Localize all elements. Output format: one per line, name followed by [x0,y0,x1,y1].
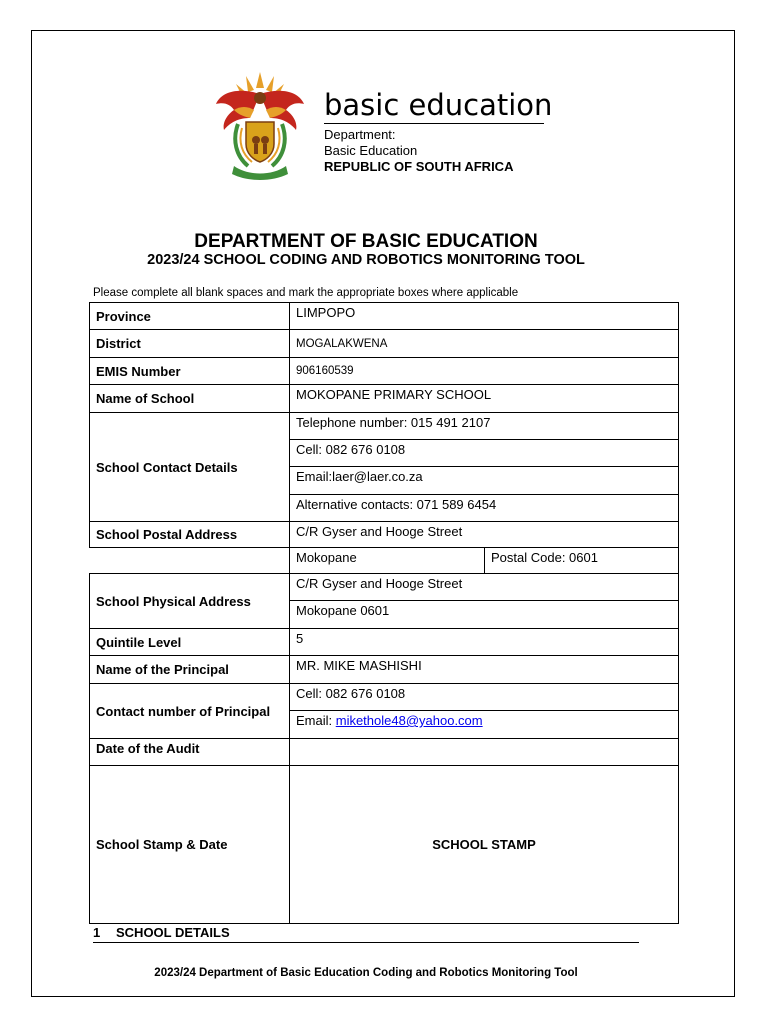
principal-email-prefix: Email: [296,713,336,728]
physical-address-line1-field[interactable]: C/R Gyser and Hooge Street [289,573,679,601]
email-field[interactable]: Email:laer@laer.co.za [289,466,679,495]
cell-field[interactable]: Cell: 082 676 0108 [289,439,679,467]
quintile-label: Quintile Level [89,628,290,656]
province-field[interactable]: LIMPOPO [289,302,679,330]
quintile-field[interactable]: 5 [289,628,679,656]
alternative-contacts-field[interactable]: Alternative contacts: 071 589 6454 [289,494,679,522]
audit-date-label: Date of the Audit [89,738,290,766]
section-heading [93,925,230,940]
page-footer: 2023/24 Department of Basic Education Coding and Robotics Monitoring Tool [154,967,578,979]
section-title: SCHOOL DETAILS [116,925,230,940]
emis-number-label: EMIS Number [89,357,290,385]
section-divider [93,942,639,943]
postal-town-field[interactable]: Mokopane [289,547,485,574]
telephone-field[interactable]: Telephone number: 015 491 2107 [289,412,679,440]
department-logo [212,70,552,185]
principal-name-field[interactable]: MR. MIKE MASHISHI [289,655,679,684]
school-stamp-label: School Stamp & Date [89,765,290,924]
school-contact-label: School Contact Details [89,412,290,522]
emis-number-field[interactable]: 906160539 [289,357,679,385]
principal-email-link[interactable]: mikethole48@yahoo.com [335,713,483,728]
brand-country: REPUBLIC OF SOUTH AFRICA [324,159,514,174]
district-label: District [89,329,290,358]
school-stamp-area[interactable]: SCHOOL STAMP [289,765,679,924]
section-number: 1 [93,925,101,940]
school-name-field[interactable]: MOKOPANE PRIMARY SCHOOL [289,384,679,413]
document-subtitle: 2023/24 SCHOOL CODING AND ROBOTICS MONITORING TOOL [147,252,585,268]
brand-divider [324,123,544,124]
physical-address-label: School Physical Address [89,573,290,629]
principal-email-field[interactable] [289,710,679,739]
principal-name-label: Name of the Principal [89,655,290,684]
province-label: Province [89,302,290,330]
physical-address-line2-field[interactable]: Mokopane 0601 [289,600,679,629]
postal-code-field[interactable]: Postal Code: 0601 [484,547,679,574]
principal-contact-label: Contact number of Principal [89,683,290,739]
audit-date-field[interactable] [289,738,679,766]
district-field[interactable]: MOGALAKWENA [289,329,679,358]
form-instructions: Please complete all blank spaces and mark the appropriate boxes where applicable [93,287,519,299]
coat-of-arms-icon [212,70,308,182]
school-name-label: Name of School [89,384,290,413]
brand-department-name: Basic Education [324,143,418,158]
postal-address-field[interactable]: C/R Gyser and Hooge Street [289,521,679,548]
brand-department-label: Department: [324,127,396,142]
postal-address-label: School Postal Address [89,521,290,548]
principal-cell-field[interactable]: Cell: 082 676 0108 [289,683,679,711]
document-title: DEPARTMENT OF BASIC EDUCATION [194,231,538,252]
brand-name: basic education [324,88,553,122]
